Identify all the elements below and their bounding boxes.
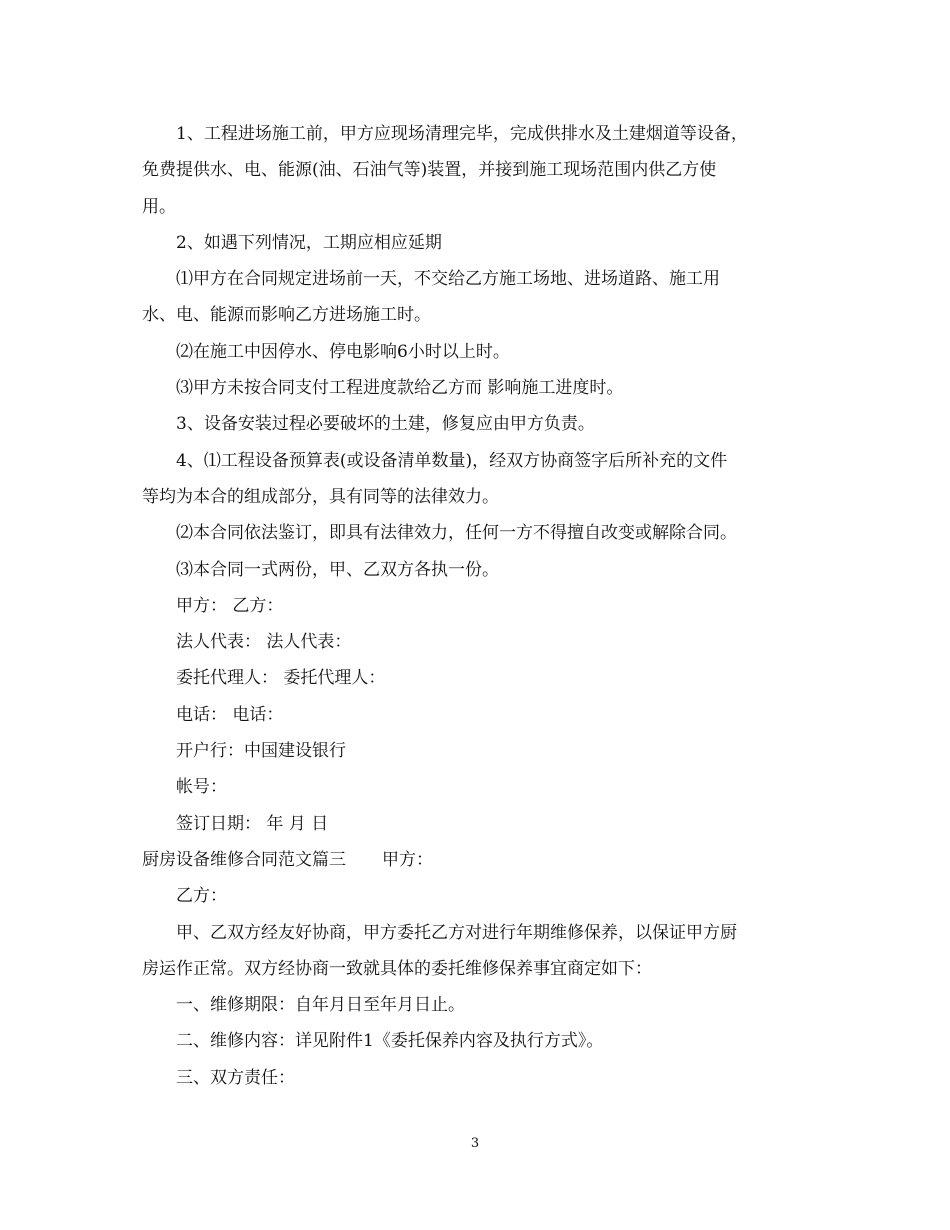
paragraph-line: 1、工程进场施工前，甲方应现场清理完毕，完成供排水及土建烟道等设备，: [176, 124, 748, 144]
signature-date-line: 签订日期： 年 月 日: [176, 813, 329, 834]
section-title: 厨房设备维修合同范文篇三: [142, 849, 346, 870]
signature-account-line: 帐号：: [176, 777, 227, 798]
paragraph-line: 2、如遇下列情况，工期应相应延期: [176, 232, 442, 253]
signature-agent-line: 委托代理人： 委托代理人：: [176, 668, 386, 689]
signature-representative-line: 法人代表： 法人代表：: [176, 632, 352, 653]
party-a-label: 甲方：: [382, 849, 433, 870]
paragraph-line: 房运作正常。双方经协商一致就具体的委托维修保养事宜商定如下：: [142, 958, 652, 979]
paragraph-line: ⑶甲方未按合同支付工程进度款给乙方而 影响施工进度时。: [176, 378, 624, 399]
paragraph-line: 用。: [142, 196, 176, 217]
paragraph-line: 水、电、能源而影响乙方进场施工时。: [142, 305, 431, 326]
paragraph-line: ⑴甲方在合同规定进场前一天，不交给乙方施工场地、进场道路、施工用: [176, 269, 720, 290]
page-number: 3: [470, 1136, 480, 1151]
paragraph-line: 3、设备安装过程必要破坏的土建，修复应由甲方负责。: [176, 414, 595, 435]
paragraph-line: 等均为本合的组成部分，具有同等的法律效力。: [142, 486, 499, 507]
paragraph-line: 一、维修期限：自年月日至年月日止。: [176, 995, 465, 1016]
paragraph-line: 4、⑴工程设备预算表(或设备清单数量)，经双方协商签字后所补充的文件: [176, 450, 728, 471]
signature-phone-line: 电话： 电话：: [176, 704, 284, 725]
paragraph-line: 甲、乙双方经友好协商，甲方委托乙方对进行年期维修保养，以保证甲方厨: [176, 922, 737, 943]
document-body: [142, 116, 802, 1096]
section-title-line: [142, 842, 802, 878]
paragraph-line: 免费提供水、电、能源(油、石油气等)装置，并接到施工现场范围内供乙方使: [142, 160, 717, 181]
party-b-line: 乙方：: [176, 886, 227, 907]
paragraph-line: 三、双方责任：: [176, 1067, 295, 1088]
paragraph-line: ⑵本合同依法鉴订，即具有法律效力，任何一方不得擅自改变或解除合同。: [176, 523, 737, 544]
paragraph-line: ⑶本合同一式两份，甲、乙双方各执一份。: [176, 559, 499, 580]
signature-bank-line: 开户行：中国建设银行: [176, 741, 346, 762]
signature-party-line: 甲方： 乙方：: [176, 595, 284, 616]
paragraph-line: 二、维修内容：详见附件1《委托保养内容及执行方式》。: [176, 1031, 604, 1052]
paragraph-line: ⑵在施工中因停水、停电影响6小时以上时。: [176, 341, 510, 362]
